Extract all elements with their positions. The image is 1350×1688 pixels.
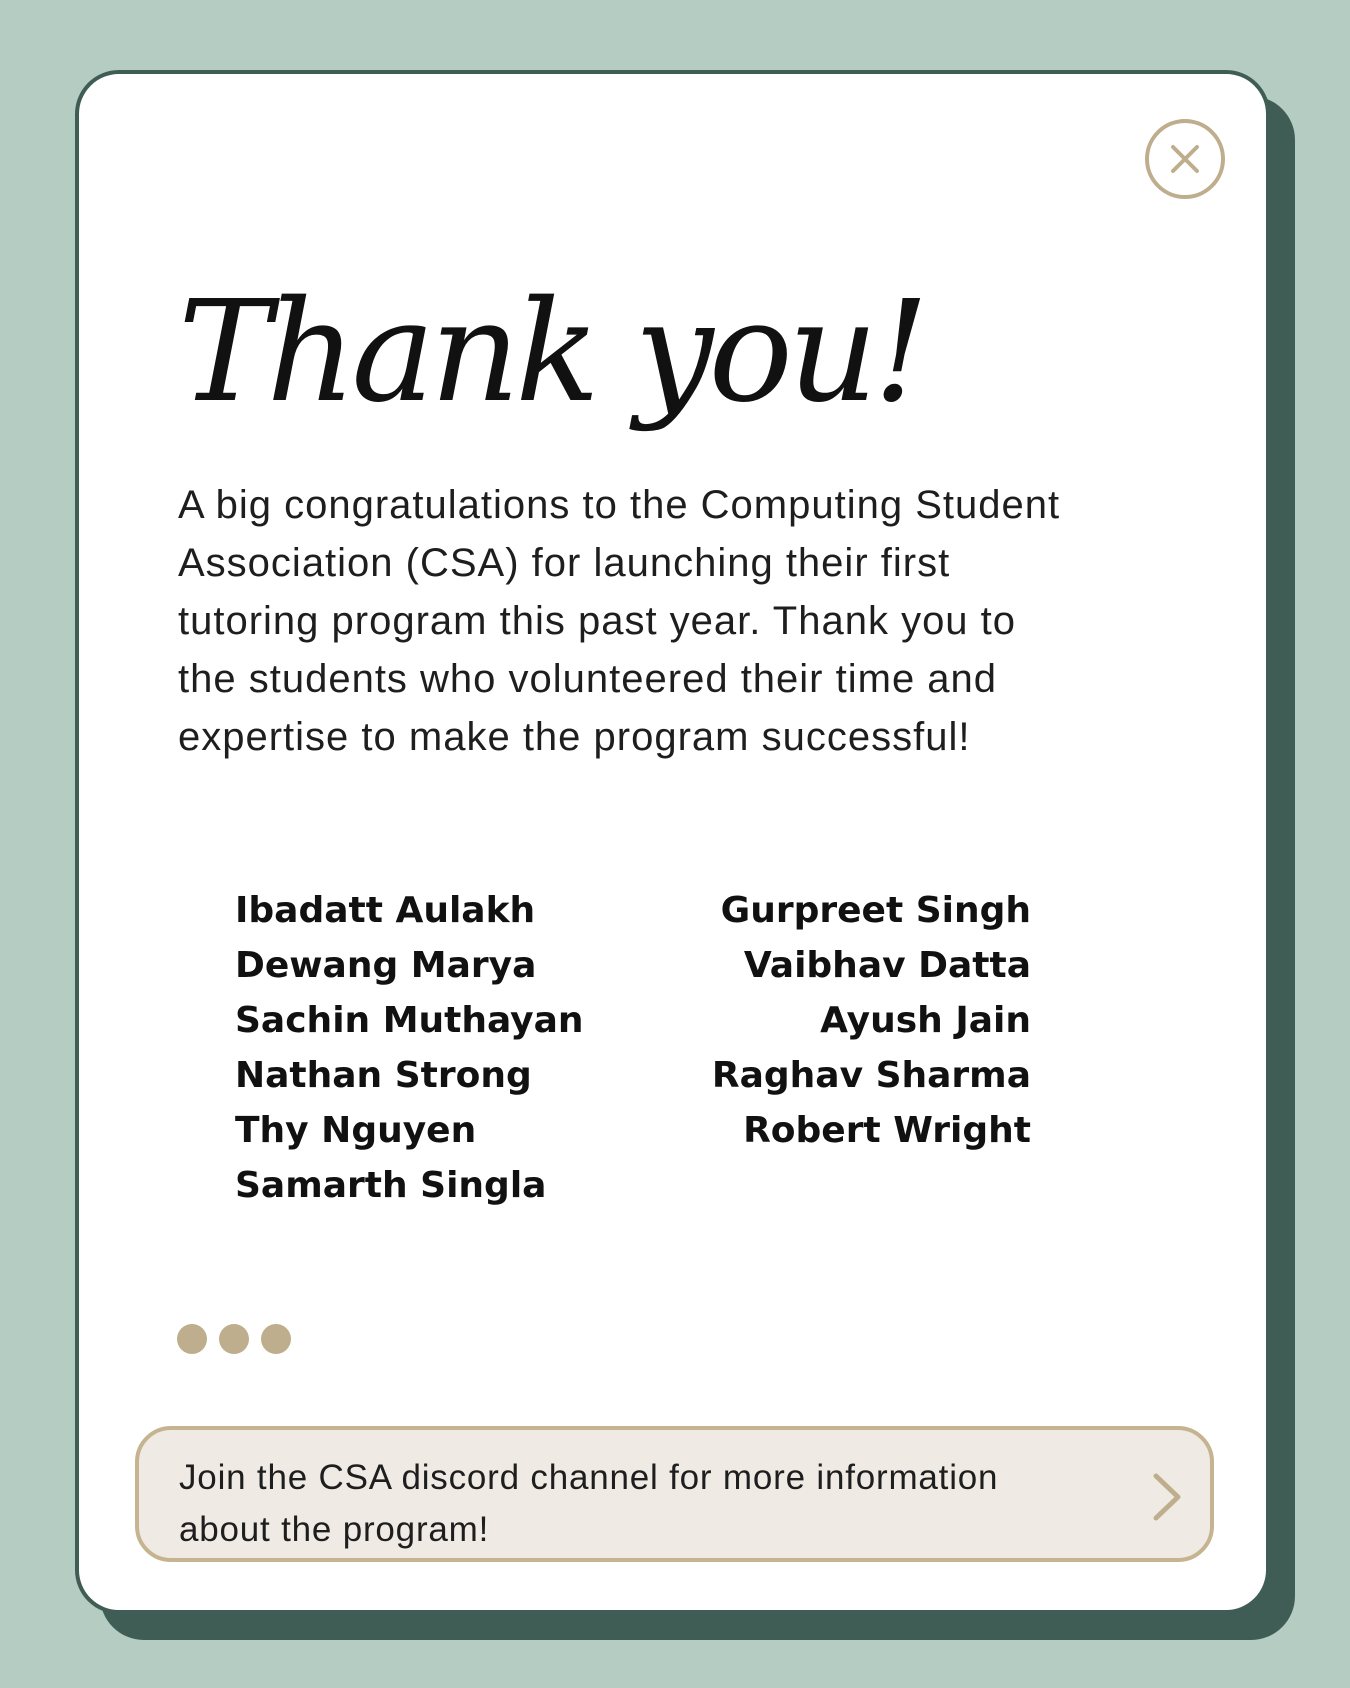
volunteer-name: Nathan Strong (235, 1055, 532, 1096)
dot-icon (177, 1324, 207, 1354)
close-icon (1149, 123, 1221, 195)
discord-cta-button[interactable] (135, 1426, 1214, 1562)
dot-icon (219, 1324, 249, 1354)
volunteer-name: Sachin Muthayan (235, 1000, 584, 1041)
page-title: Thank you! (178, 271, 925, 434)
volunteer-name: Gurpreet Singh (720, 890, 1031, 931)
volunteer-name: Robert Wright (743, 1110, 1031, 1151)
dot-icon (261, 1324, 291, 1354)
congratulations-message: A big congratulations to the Computing Student Association (CSA) for launching their first tutoring program this past year. Thank you to the students who volunteered their time and expertise to make the program successful! (178, 483, 1061, 759)
volunteer-name: Ayush Jain (820, 1000, 1031, 1041)
volunteer-name: Ibadatt Aulakh (235, 890, 536, 931)
volunteer-list-right (712, 883, 1031, 1158)
chevron-right-icon (1150, 1472, 1184, 1522)
typing-dots (177, 1324, 291, 1354)
close-button[interactable] (1145, 119, 1225, 199)
cta-text: Join the CSA discord channel for more information about the program! (179, 1458, 999, 1549)
volunteer-list-left (235, 883, 584, 1213)
volunteer-name: Thy Nguyen (235, 1110, 477, 1151)
volunteer-name: Samarth Singla (235, 1165, 547, 1206)
volunteer-name: Raghav Sharma (711, 1055, 1031, 1096)
volunteer-name: Vaibhav Datta (743, 945, 1031, 986)
volunteer-name: Dewang Marya (235, 945, 537, 986)
